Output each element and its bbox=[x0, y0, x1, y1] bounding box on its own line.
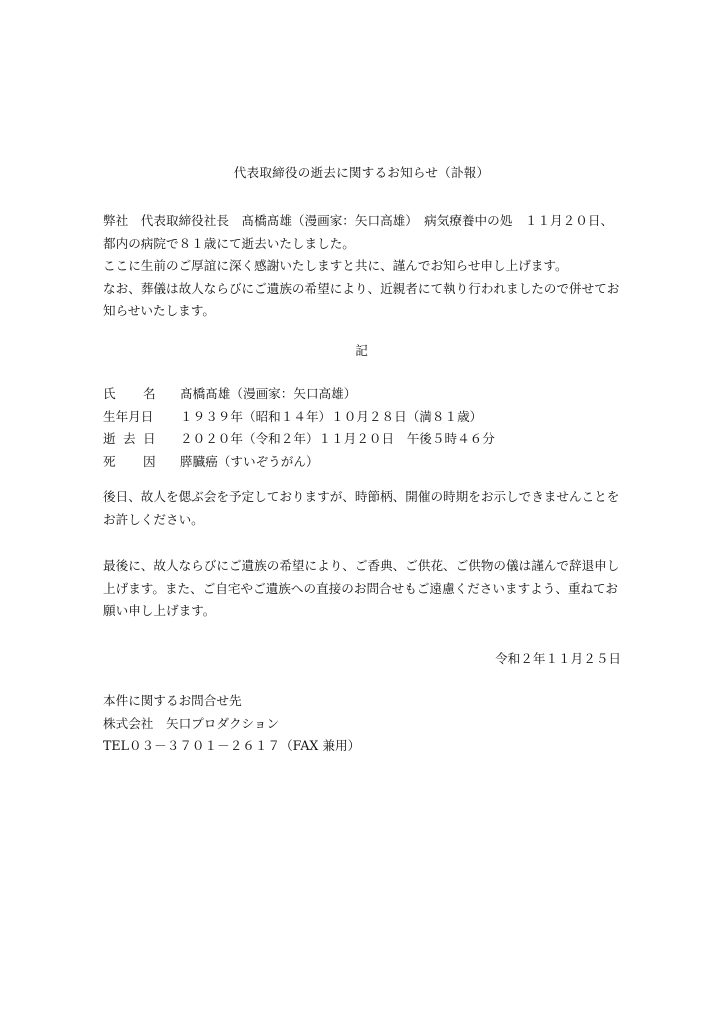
detail-row-birthdate bbox=[103, 406, 623, 429]
detail-value: 髙橋髙雄（漫画家：矢口高雄） bbox=[180, 386, 357, 401]
detail-value: 膵臓癌（すいぞうがん） bbox=[180, 453, 319, 469]
contact-heading: 本件に関するお問合せ先 bbox=[103, 693, 242, 708]
final-line: 最後に、故人ならびにご遺族の希望により、ご香典、ご供花、ご供物の儀は謹んで辞退申し bbox=[103, 558, 620, 573]
label-char: 名 bbox=[143, 386, 156, 401]
label-char: 去 bbox=[123, 431, 136, 446]
label-char: 逝 bbox=[103, 431, 116, 446]
notice-title: 代表取締役の逝去に関するお知らせ（訃報） bbox=[233, 165, 490, 180]
memorial-line: お許しください。 bbox=[103, 511, 204, 527]
final-line: 上げます。また、ご自宅やご遺族への直接のお問合せもご遠慮くださいますよう、重ねてお bbox=[103, 580, 619, 596]
body-line: なお、葬儀は故人ならびにご遺族の希望により、近親者にて執り行われましたので併せてお bbox=[103, 280, 620, 296]
body-line: 弊社 代表取締役社長 髙橋髙雄（漫画家：矢口高雄） 病気療養中の処 １１月２０日、 bbox=[103, 213, 614, 228]
ki-heading: 記 bbox=[355, 343, 368, 358]
notice-date: 令和２年１１月２５日 bbox=[495, 651, 621, 666]
label-char: 日 bbox=[143, 431, 156, 446]
label-char: 生年月日 bbox=[103, 408, 154, 424]
detail-value: ２０２０年（令和２年）１１月２０日 午後５時４６分 bbox=[180, 431, 495, 446]
contact-tel: TEL０３－３７０１－２６１７（FAX 兼用） bbox=[103, 738, 361, 753]
label-char: 死 bbox=[103, 453, 116, 469]
body-line: 知らせいたします。 bbox=[103, 303, 215, 318]
final-paragraph bbox=[103, 555, 623, 623]
contact-company: 株式会社 矢口プロダクション bbox=[103, 715, 280, 731]
details-list bbox=[103, 383, 623, 473]
body-line: ここに生前のご厚誼に深く感謝いたしますと共に、謹んでお知らせ申し上げます。 bbox=[103, 258, 568, 273]
detail-row-death-date bbox=[103, 428, 623, 451]
detail-row-cause bbox=[103, 451, 623, 474]
contact-block bbox=[103, 690, 623, 758]
final-line: 願い申し上げます。 bbox=[103, 603, 216, 618]
body-paragraph bbox=[103, 210, 623, 323]
detail-row-name bbox=[103, 383, 623, 406]
body-line: 都内の病院で８１歳にて逝去いたしました。 bbox=[103, 235, 355, 251]
label-char: 因 bbox=[143, 453, 156, 469]
memorial-line: 後日、故人を偲ぶ会を予定しておりますが、時節柄、開催の時期をお示しできませんことを bbox=[103, 489, 620, 504]
memorial-paragraph bbox=[103, 486, 623, 531]
detail-value: １９３９年（昭和１４年）１０月２８日（満８１歳） bbox=[180, 408, 483, 424]
label-char: 氏 bbox=[103, 386, 116, 401]
